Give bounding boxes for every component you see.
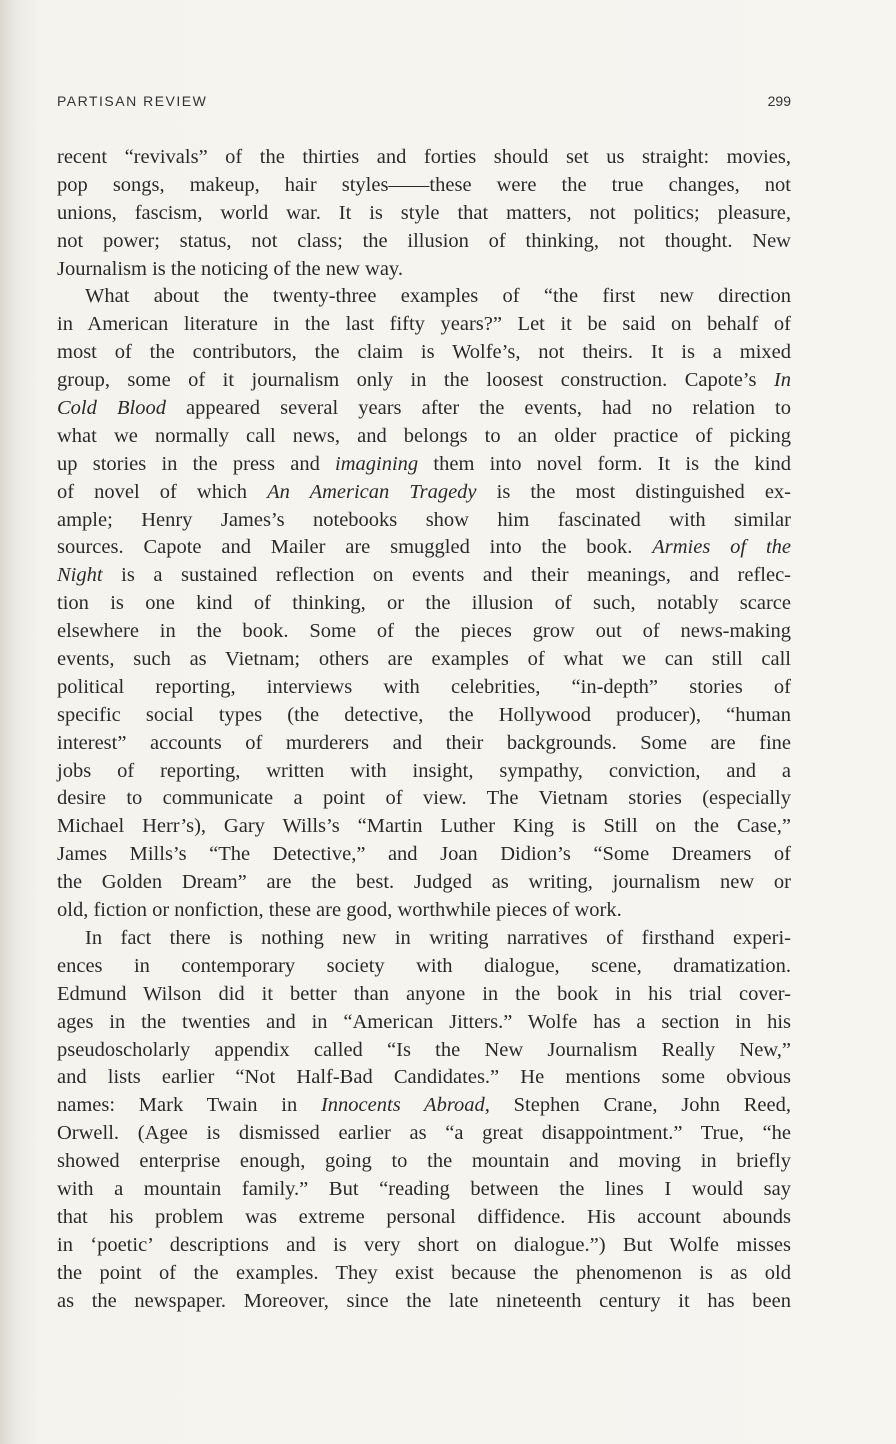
- text-line: showed enterprise enough, going to the mountain and moving in briefly: [57, 1150, 791, 1173]
- text-line: Edmund Wilson did it better than anyone in the book in his trial cover-: [57, 982, 791, 1005]
- text-line: with a mountain family.” But “reading between the lines I would say: [57, 1177, 791, 1200]
- text-line: Michael Herr’s), Gary Wills’s “Martin Luther King is Still on the Case,”: [57, 815, 791, 838]
- text-line: and lists earlier “Not Half-Bad Candidates.” He mentions some obvious: [57, 1066, 791, 1089]
- running-header: [57, 93, 791, 109]
- text-line: recent “revivals” of the thirties and forties should set us straight: movies,: [57, 146, 791, 168]
- text-line: James Mills’s “The Detective,” and Joan Didion’s “Some Dreamers of: [57, 843, 791, 866]
- text-line: most of the contributors, the claim is Wolfe’s, not theirs. It is a mixed: [57, 341, 791, 364]
- page-number: 299: [767, 93, 791, 109]
- text-line: in American literature in the last fifty years?” Let it be said on behalf of: [57, 313, 791, 336]
- text-line: Journalism is the noticing of the new way.: [57, 257, 403, 280]
- text-line: interest” accounts of murderers and their backgrounds. Some are fine: [57, 731, 791, 754]
- text-line: jobs of reporting, written with insight, sympathy, conviction, and a: [57, 759, 791, 782]
- text-line: Cold Blood appeared several years after the events, had no relation to: [57, 397, 792, 420]
- text-line: of novel of which An American Tragedy is the most distinguished ex-: [57, 480, 792, 503]
- text-line: ample; Henry James’s notebooks show him fascinated with similar: [57, 508, 791, 531]
- text-line: ages in the twenties and in “American Jitters.” Wolfe has a section in his: [57, 1010, 791, 1033]
- text-line: that his problem was extreme personal diffidence. His account abounds: [57, 1205, 791, 1228]
- text-line: the point of the examples. They exist because the phenomenon is as old: [57, 1261, 791, 1284]
- text-line: events, such as Vietnam; others are examples of what we can still call: [57, 648, 791, 671]
- text-line: old, fiction or nonfiction, these are good, worthwhile pieces of work.: [57, 899, 622, 922]
- text-line: pop songs, makeup, hair styles——these were the true changes, not: [57, 173, 791, 196]
- text-line: the Golden Dream” are the best. Judged as writing, journalism new or: [57, 871, 791, 894]
- text-line: in ‘poetic’ descriptions and is very short on dialogue.”) But Wolfe misses: [57, 1233, 791, 1256]
- text-line: In fact there is nothing new in writing narratives of firsthand experi-: [85, 926, 791, 949]
- text-line: group, some of it journalism only in the loosest construction. Capote’s In: [57, 369, 791, 392]
- text-line: elsewhere in the book. Some of the pieces grow out of news-making: [57, 620, 791, 643]
- article-body: [57, 144, 791, 1315]
- text-line: pseudoscholarly appendix called “Is the New Journalism Really New,”: [57, 1038, 791, 1061]
- text-line: tion is one kind of thinking, or the illusion of such, notably scarce: [57, 592, 791, 615]
- text-line: up stories in the press and imagining them into novel form. It is the kind: [57, 452, 791, 475]
- text-line: specific social types (the detective, the Hollywood producer), “human: [57, 703, 791, 726]
- text-line: as the newspaper. Moreover, since the late nineteenth century it has been: [57, 1289, 791, 1312]
- journal-title: PARTISAN REVIEW: [57, 93, 208, 109]
- text-line: not power; status, not class; the illusion of thinking, not thought. New: [57, 229, 791, 252]
- text-line: ences in contemporary society with dialogue, scene, dramatization.: [57, 954, 791, 977]
- text-line: desire to communicate a point of view. The Vietnam stories (especially: [57, 787, 791, 810]
- text-line: Night is a sustained reflection on events and their meanings, and reflec-: [57, 564, 791, 587]
- text-line: unions, fascism, world war. It is style that matters, not politics; pleasure,: [57, 201, 791, 224]
- text-line: What about the twenty-three examples of “the first new direction: [85, 285, 791, 308]
- text-line: names: Mark Twain in Innocents Abroad, Stephen Crane, John Reed,: [57, 1094, 791, 1117]
- text-line: sources. Capote and Mailer are smuggled into the book. Armies of the: [57, 536, 791, 559]
- text-line: what we normally call news, and belongs to an older practice of picking: [57, 424, 791, 447]
- text-line: political reporting, interviews with celebrities, “in-depth” stories of: [57, 675, 791, 698]
- text-line: Orwell. (Agee is dismissed earlier as “a great disappointment.” True, “he: [57, 1122, 791, 1145]
